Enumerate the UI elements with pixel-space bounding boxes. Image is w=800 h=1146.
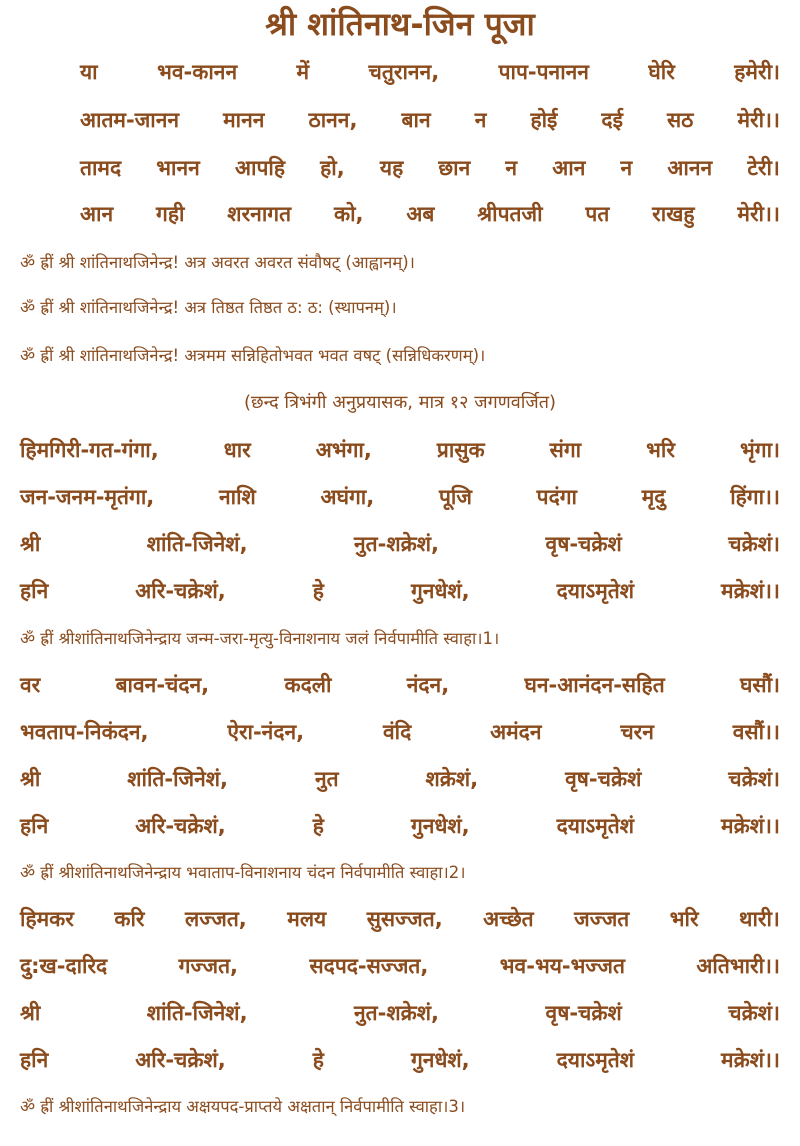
verse-word: थारी।	[739, 907, 780, 931]
verse-word: श्री	[20, 767, 41, 791]
verse-word: छान	[438, 156, 471, 180]
verse-word: आन	[552, 156, 586, 180]
verse-word: सदपद-सज्जत,	[309, 954, 429, 978]
verse-word: घेरि	[648, 60, 675, 84]
verse-word: सुसज्जत,	[366, 907, 443, 931]
verse-word: न	[620, 156, 633, 180]
verse-word: यह	[379, 156, 404, 180]
verse-word: करि	[114, 907, 145, 931]
verse-word: चक्रेशं।	[728, 532, 780, 556]
verse-word: शरनागत	[227, 202, 292, 226]
verse-word: अरि-चक्रेशं,	[135, 579, 226, 603]
verse-word: हे	[312, 579, 324, 603]
verse-word: वर	[20, 673, 41, 697]
verse-word: हिमगिरी-गत-गंगा,	[20, 438, 159, 462]
verse-word: हनि	[20, 579, 49, 603]
stanza-line	[20, 436, 780, 464]
verse-word: में	[296, 60, 310, 84]
verse-word: चक्रेशं।	[728, 1001, 780, 1025]
verse-word: गुनधेशं,	[410, 579, 470, 603]
stanza-line	[20, 1046, 780, 1074]
verse-word: शांति-जिनेशं,	[127, 767, 229, 791]
verse-word: कदली	[284, 673, 332, 697]
verse-word: नुत	[314, 767, 339, 791]
verse-word: भरि	[669, 907, 699, 931]
verse-word: लज्जत,	[185, 907, 247, 931]
verse-word: भव-भय-भज्जत	[499, 954, 625, 978]
verse-word: ऐरा-नंदन,	[227, 720, 305, 744]
verse-word: वंदि	[382, 720, 412, 744]
verse-word: वसौं।।	[732, 720, 780, 744]
verse-word: अमंदन	[490, 720, 542, 744]
verse-word: चरन	[620, 720, 654, 744]
page-title: श्री शांतिनाथ-जिन पूजा	[265, 5, 535, 43]
verse-word: मक्रेशं।।	[721, 814, 780, 838]
verse-word: ठानन,	[308, 108, 358, 132]
verse-word: भरि	[646, 438, 675, 462]
verse-word: को,	[333, 202, 364, 226]
verse-word: हमेरी।	[734, 60, 780, 84]
verse-word: पाप-पनानन	[498, 60, 589, 84]
verse-word: हनि	[20, 1048, 49, 1072]
verse-word: नुत-शक्रेशं,	[354, 532, 440, 556]
verse-word: भवताप-निकंदन,	[20, 720, 149, 744]
verse-word: गुनधेशं,	[410, 814, 470, 838]
verse-word: मेरी।।	[737, 202, 780, 226]
verse-word: शांति-जिनेशं,	[146, 532, 248, 556]
verse-word: दई	[601, 108, 623, 132]
stanza-line	[20, 999, 780, 1027]
mantra-sthapan: ॐ ह्रीं श्री शांतिनाथजिनेन्द्र! अत्र तिष्ठत तिष्ठत ठ: ठ: (स्थापनम्)।	[20, 298, 397, 317]
verse-word: दयाऽमृतेशं	[556, 579, 635, 603]
sthapana-line	[80, 200, 780, 228]
stanza-line	[20, 483, 780, 511]
verse-word: भानन	[156, 156, 200, 180]
verse-word: प्रासुक	[436, 438, 485, 462]
verse-word: मलय	[287, 907, 327, 931]
verse-word: शक्रेशं,	[425, 767, 479, 791]
verse-word: होई	[530, 108, 558, 132]
verse-word: अभंगा,	[315, 438, 372, 462]
verse-word: जन-जनम-मृतंगा,	[20, 485, 155, 509]
verse-word: अघंगा,	[320, 485, 375, 509]
verse-word: आनन	[667, 156, 713, 180]
verse-word: बान	[401, 108, 431, 132]
stanza-line	[20, 577, 780, 605]
verse-word: गुनधेशं,	[410, 1048, 470, 1072]
sthapana-line	[80, 154, 780, 182]
verse-word: घसौं।	[739, 673, 780, 697]
verse-word: अरि-चक्रेशं,	[135, 1048, 226, 1072]
verse-word: दु:ख-दारिद	[20, 954, 108, 978]
verse-word: श्रीपतजी	[477, 202, 543, 226]
verse-word: जज्जत	[574, 907, 630, 931]
verse-word: नाशि	[218, 485, 256, 509]
verse-word: न	[474, 108, 487, 132]
stanza-line	[20, 812, 780, 840]
verse-word: गही	[156, 202, 185, 226]
verse-word: धार	[223, 438, 251, 462]
verse-word: या	[80, 60, 98, 84]
verse-word: वृष-चक्रेशं	[545, 1001, 622, 1025]
verse-word: अब	[406, 202, 435, 226]
verse-word: चक्रेशं।	[728, 767, 780, 791]
verse-word: पत	[585, 202, 610, 226]
verse-word: नुत-शक्रेशं,	[354, 1001, 440, 1025]
verse-word: गज्जत,	[178, 954, 239, 978]
stanza-mantra: ॐ ह्रीं श्रीशांतिनाथजिनेन्द्राय भवाताप-विनाशनाय चंदन निर्वपामीति स्वाहा।2।	[20, 863, 466, 882]
verse-word: मक्रेशं।।	[721, 1048, 780, 1072]
verse-word: घन-आनंदन-सहित	[524, 673, 665, 697]
verse-word: भृंगा।	[740, 438, 780, 462]
stanza-line	[20, 671, 780, 699]
verse-word: मानन	[223, 108, 265, 132]
verse-word: वृष-चक्रेशं	[565, 767, 642, 791]
stanza-line	[20, 718, 780, 746]
verse-word: आन	[80, 202, 114, 226]
verse-word: न	[505, 156, 518, 180]
verse-word: नंदन,	[406, 673, 450, 697]
chhand-heading: (छन्द त्रिभंगी अनुप्रयासक, मात्र १२ जगणवर्जित)	[243, 392, 557, 413]
verse-word: अरि-चक्रेशं,	[135, 814, 226, 838]
verse-word: आपहि	[234, 156, 285, 180]
verse-word: हे	[312, 1048, 324, 1072]
verse-word: हे	[312, 814, 324, 838]
mantra-aahvanan: ॐ ह्रीं श्री शांतिनाथजिनेन्द्र! अत्र अवरत अवरत संवौषट् (आह्वानम्)।	[20, 253, 415, 272]
verse-word: चतुरानन,	[368, 60, 440, 84]
verse-word: मृदु	[641, 485, 666, 509]
verse-word: दयाऽमृतेशं	[556, 814, 635, 838]
verse-word: अतिभारी।।	[696, 954, 780, 978]
stanza-line	[20, 905, 780, 933]
stanza-line	[20, 952, 780, 980]
verse-word: हिंगा।।	[730, 485, 780, 509]
verse-word: हिमकर	[20, 907, 74, 931]
stanza-line	[20, 765, 780, 793]
verse-word: पूजि	[438, 485, 472, 509]
sthapana-line	[80, 58, 780, 86]
verse-word: दयाऽमृतेशं	[556, 1048, 635, 1072]
stanza-mantra: ॐ ह्रीं श्रीशांतिनाथजिनेन्द्राय अक्षयपद-प्राप्तये अक्षतान् निर्वपामीति स्वाहा।3।	[20, 1097, 466, 1116]
stanza-line	[20, 530, 780, 558]
verse-word: शांति-जिनेशं,	[146, 1001, 248, 1025]
sthapana-line	[80, 106, 780, 134]
verse-word: श्री	[20, 532, 41, 556]
mantra-sannidhikaran: ॐ ह्रीं श्री शांतिनाथजिनेन्द्र! अत्रमम सन्निहितोभवत भवत वषट् (सन्निधिकरणम्)।	[20, 346, 486, 365]
verse-word: बावन-चंदन,	[115, 673, 210, 697]
verse-word: हो,	[320, 156, 345, 180]
verse-word: पदंगा	[536, 485, 577, 509]
verse-word: वृष-चक्रेशं	[545, 532, 622, 556]
verse-word: मेरी।।	[737, 108, 780, 132]
verse-word: सठ	[666, 108, 694, 132]
verse-word: राखहु	[652, 202, 695, 226]
stanza-mantra: ॐ ह्रीं श्रीशांतिनाथजिनेन्द्राय जन्म-जरा-मृत्यु-विनाशनाय जलं निर्वपामीति स्वाहा।1।	[20, 629, 500, 648]
verse-word: संगा	[549, 438, 582, 462]
verse-word: अच्छेत	[483, 907, 534, 931]
verse-word: मक्रेशं।।	[721, 579, 780, 603]
verse-word: आतम-जानन	[80, 108, 180, 132]
verse-word: तामद	[80, 156, 122, 180]
verse-word: टेरी।	[747, 156, 780, 180]
verse-word: हनि	[20, 814, 49, 838]
verse-word: भव-कानन	[157, 60, 238, 84]
verse-word: श्री	[20, 1001, 41, 1025]
